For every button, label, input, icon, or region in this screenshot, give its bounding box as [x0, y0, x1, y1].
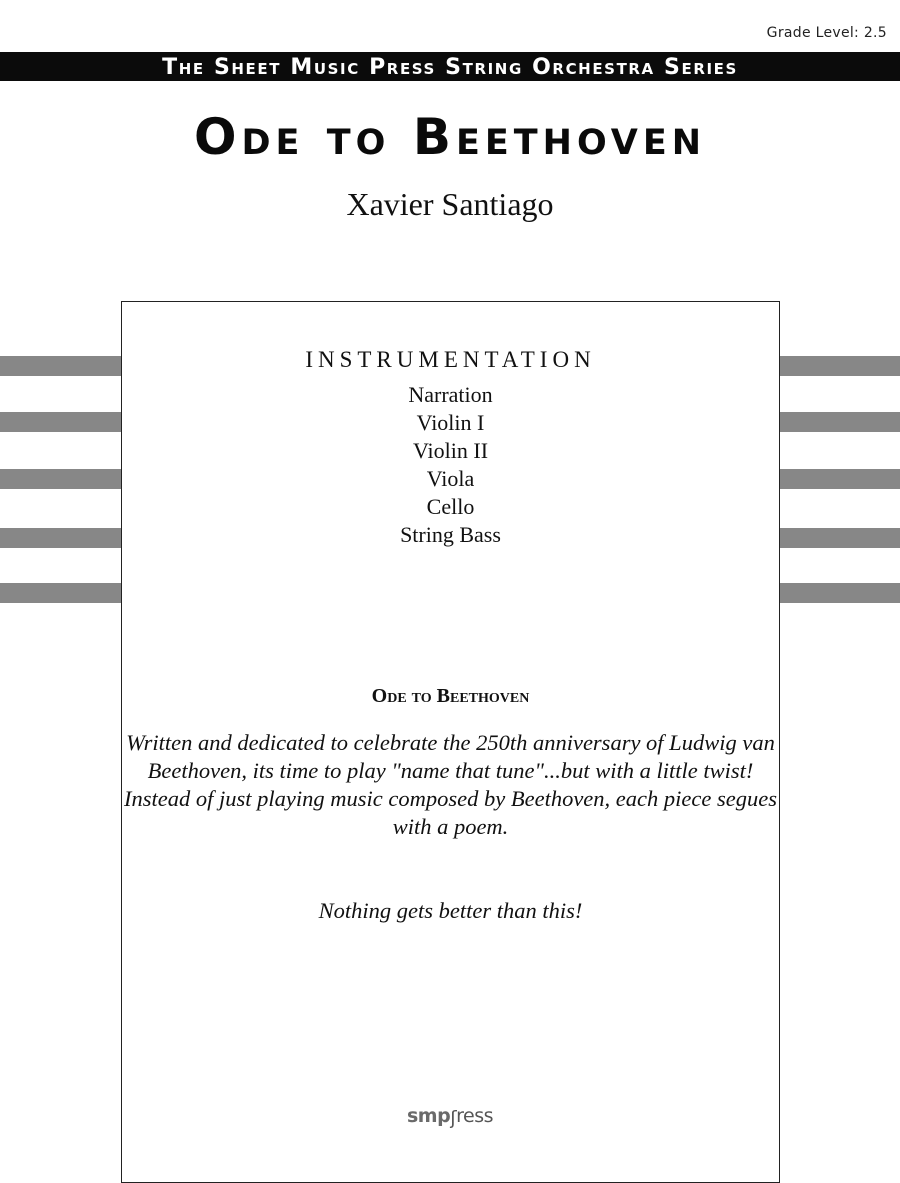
staff-line-left-2: [0, 412, 121, 432]
staff-line-right-1: [780, 356, 900, 376]
staff-line-right-2: [780, 412, 900, 432]
staff-line-right-3: [780, 469, 900, 489]
publisher-logo: [0, 1105, 900, 1127]
staff-line-left-3: [0, 469, 121, 489]
description-title: Ode to Beethoven: [371, 685, 530, 707]
description-tagline: Nothing gets better than this!: [318, 898, 583, 923]
description-text: Written and dedicated to celebrate the 250th anniversary of Ludwig van Beethoven, its time to play "name that tune"...but with a little twist! Instead of just playing music composed by Beethoven, each piece segues with a poem.: [124, 730, 777, 839]
instrument-item: Cello: [426, 494, 475, 519]
composer-name: Xavier Santiago: [346, 186, 554, 222]
logo-mark: ʃ: [450, 1107, 457, 1129]
staff-line-left-1: [0, 356, 121, 376]
instrumentation-heading: INSTRUMENTATION: [305, 347, 596, 372]
logo-text-left: smp: [407, 1105, 451, 1127]
instrument-item: String Bass: [400, 522, 501, 547]
instrument-item: Narration: [408, 382, 493, 407]
staff-line-left-5: [0, 583, 121, 603]
series-banner: The Sheet Music Press String Orchestra Series: [0, 52, 900, 81]
instrument-item: Viola: [426, 466, 475, 491]
page-title: Ode to Beethoven: [193, 108, 707, 166]
instrumentation-list: [121, 381, 780, 549]
logo-text-right: ress: [456, 1105, 493, 1127]
staff-line-right-5: [780, 583, 900, 603]
grade-level: Grade Level: 2.5: [766, 25, 887, 41]
staff-line-right-4: [780, 528, 900, 548]
instrument-item: Violin I: [416, 410, 485, 435]
staff-line-left-4: [0, 528, 121, 548]
instrument-item: Violin II: [412, 438, 489, 463]
